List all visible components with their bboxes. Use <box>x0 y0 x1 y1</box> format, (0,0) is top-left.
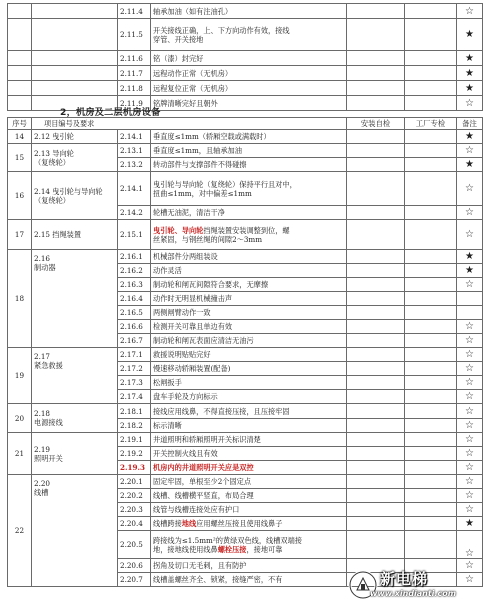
item-code: 2.11.9 <box>118 96 151 111</box>
header-factory-check: 工厂专检 <box>405 118 457 130</box>
item-requirement: 两侧闸臂动作一致 <box>151 306 347 320</box>
item-code: 2.14.1 <box>118 130 151 144</box>
item-code: 2.13.2 <box>118 158 151 172</box>
table-row <box>8 348 483 362</box>
row-category <box>32 404 118 433</box>
grade-mark: ☆ <box>457 503 483 517</box>
grade-mark: ☆ <box>457 404 483 419</box>
grade-mark: ★ <box>457 130 483 144</box>
item-code: 2.19.2 <box>118 447 151 461</box>
header-install-check: 安装自检 <box>347 118 405 130</box>
row-no: 14 <box>8 130 32 144</box>
table-row <box>8 19 483 51</box>
item-requirement: 垂直度≤1mm（轿厢空载或满载时） <box>151 130 347 144</box>
item-code: 2.11.5 <box>118 19 151 51</box>
highlight-text: 曳引轮、导向轮 <box>153 225 204 235</box>
item-requirement: 慢速移动轿厢装置(配备) <box>151 362 347 376</box>
item-code: 2.16.1 <box>118 250 151 264</box>
row-no: 21 <box>8 433 32 475</box>
item-requirement: 接线应用线鼻，不得直接压接，且压接牢固 <box>151 404 347 419</box>
row-category <box>32 250 118 348</box>
item-requirement: 机械部件分两组装设 <box>151 250 347 264</box>
item-requirement: 转动部件与支撑部件不得碰擦 <box>151 158 347 172</box>
table-row <box>8 433 483 447</box>
item-code: 2.14.1 <box>118 172 151 206</box>
table-row <box>8 66 483 81</box>
item-text: 应用螺丝压接且使用线鼻子 <box>196 519 283 528</box>
grade-mark: ☆ <box>457 475 483 489</box>
table-row <box>8 250 483 264</box>
row-no: 18 <box>8 250 32 348</box>
item-requirement: 开关控制火线且有效 <box>151 447 347 461</box>
grade-mark: ☆ <box>457 489 483 503</box>
item-text: 挡绳装置安装调整到位，螺 丝紧固，与钢丝绳的间隙2～3mm <box>153 225 290 244</box>
highlight-text: 地线 <box>181 519 197 528</box>
row-no: 22 <box>8 475 32 587</box>
grade-mark: ★ <box>457 264 483 278</box>
item-requirement: 标示清晰 <box>151 419 347 433</box>
category-text: 2.13 导向轮 （复绕轮） <box>34 148 74 167</box>
table-header-row <box>8 118 483 130</box>
item-requirement <box>151 172 347 206</box>
table-row <box>8 144 483 158</box>
item-requirement: 轮槽无油泥，清洁干净 <box>151 206 347 220</box>
grade-mark: ☆ <box>457 573 483 587</box>
watermark <box>348 568 480 602</box>
item-requirement: 松闸扳手 <box>151 376 347 390</box>
table-row <box>8 404 483 419</box>
item-requirement: 盘车手轮及方向标示 <box>151 390 347 404</box>
item-code: 2.14.2 <box>118 206 151 220</box>
row-category <box>32 144 118 172</box>
item-text: ，接地可靠 <box>246 544 283 554</box>
item-requirement: 井道照明和轿厢照明开关标识清楚 <box>151 433 347 447</box>
equipment-table <box>7 117 483 587</box>
grade-mark: ☆ <box>457 559 483 573</box>
item-code: 2.11.7 <box>118 66 151 81</box>
grade-mark: ☆ <box>457 461 483 475</box>
item-code: 2.20.2 <box>118 489 151 503</box>
item-requirement <box>151 220 347 250</box>
grade-mark: ☆ <box>457 96 483 111</box>
grade-mark: ☆ <box>457 362 483 376</box>
row-category: 2.12 曳引轮 <box>32 130 118 144</box>
grade-mark: ★ <box>457 250 483 264</box>
top-table <box>7 3 483 111</box>
category-text: 2.16 制动器 <box>34 254 56 272</box>
item-requirement: 轴承加油（如有注油孔） <box>151 4 347 19</box>
grade-mark: ☆ <box>457 447 483 461</box>
grade-mark: ★ <box>457 81 483 96</box>
category-text: 2.19 照明开关 <box>34 444 63 463</box>
grade-mark: ★ <box>457 19 483 51</box>
item-code: 2.16.3 <box>118 278 151 292</box>
item-requirement: 垂直度≤1mm，且轴承加油 <box>151 144 347 158</box>
item-code: 2.20.1 <box>118 475 151 489</box>
item-code: 2.11.8 <box>118 81 151 96</box>
item-code: 2.17.2 <box>118 362 151 376</box>
table-row <box>8 220 483 250</box>
item-requirement: 制动轮和闸瓦间隙符合要求，无摩擦 <box>151 278 347 292</box>
item-requirement: 远程动作正常（无机房） <box>151 66 347 81</box>
item-requirement <box>151 531 347 559</box>
item-code: 2.17.1 <box>118 348 151 362</box>
grade-mark: ★ <box>457 517 483 531</box>
header-item-group: 项目编号及要求 <box>32 118 347 130</box>
grade-mark: ☆ <box>457 144 483 158</box>
grade-mark: ☆ <box>457 531 483 559</box>
item-code: 2.11.4 <box>118 4 151 19</box>
item-code: 2.16.5 <box>118 306 151 320</box>
item-code: 2.16.6 <box>118 320 151 334</box>
item-code: 2.15.1 <box>118 220 151 250</box>
row-no: 17 <box>8 220 32 250</box>
highlight-text: 螺栓压接 <box>217 544 247 554</box>
grade-mark: ☆ <box>457 334 483 348</box>
grade-mark: ★ <box>457 158 483 172</box>
grade-mark: ☆ <box>457 278 483 292</box>
item-requirement: 线槽盖螺丝齐全、锁紧，接缝严密，不有 <box>151 573 347 587</box>
row-no: 16 <box>8 172 32 220</box>
grade-mark: ☆ <box>457 390 483 404</box>
item-requirement: 线管与线槽连接处应有护口 <box>151 503 347 517</box>
table-row <box>8 81 483 96</box>
grade-mark: ★ <box>457 66 483 81</box>
item-code: 2.16.4 <box>118 292 151 306</box>
grade-mark <box>457 306 483 320</box>
grade-mark: ★ <box>457 51 483 66</box>
item-code: 2.18.2 <box>118 419 151 433</box>
watermark-brand: 新电梯 <box>380 570 429 588</box>
item-requirement: 检测开关可靠且单边有效 <box>151 320 347 334</box>
item-requirement: 动作灵活 <box>151 264 347 278</box>
header-no: 序号 <box>8 118 32 130</box>
item-code: 2.19.3 <box>118 461 151 475</box>
grade-mark: ☆ <box>457 220 483 250</box>
item-requirement: 铭（漆）封完好 <box>151 51 347 66</box>
item-code: 2.20.3 <box>118 503 151 517</box>
row-category <box>32 475 118 587</box>
item-code: 2.16.2 <box>118 264 151 278</box>
row-no: 15 <box>8 144 32 172</box>
item-requirement: 固定牢固，单根至少2个固定点 <box>151 475 347 489</box>
table-row <box>8 130 483 144</box>
item-code: 2.20.6 <box>118 559 151 573</box>
watermark-url: www.xindianti.com <box>370 589 457 598</box>
grade-mark: ☆ <box>457 433 483 447</box>
row-no: 20 <box>8 404 32 433</box>
header-remark: 备注 <box>457 118 483 130</box>
item-requirement <box>151 19 347 51</box>
grade-mark: ☆ <box>457 4 483 19</box>
table-row <box>8 4 483 19</box>
grade-mark: ☆ <box>457 206 483 220</box>
grade-mark: ☆ <box>457 320 483 334</box>
item-text: 曳引轮与导向轮（复绕轮）保持平行且对中， 扭曲≤1mm，对中偏差≤1mm <box>153 179 297 198</box>
row-category <box>32 433 118 475</box>
item-code: 2.16.7 <box>118 334 151 348</box>
item-requirement: 铭牌清晰完好且朝外 <box>151 96 347 111</box>
category-text: 2.17 紧急救援 <box>34 352 63 370</box>
row-category: 2.14 曳引轮与导向轮（复绕轮） <box>32 172 118 220</box>
item-requirement: 远程复位正常（无机房） <box>151 81 347 96</box>
table-row <box>8 172 483 206</box>
item-requirement <box>151 517 347 531</box>
item-text: 跨接线为≤1.5mm²的黄绿双色线，线槽双端接 地，接地线使用线鼻 <box>153 535 302 554</box>
item-requirement: 动作时无明显机械撞击声 <box>151 292 347 306</box>
item-requirement: 救援说明贴贴完好 <box>151 348 347 362</box>
category-text: 2.20 线槽 <box>34 479 51 497</box>
grade-mark: ☆ <box>457 376 483 390</box>
item-code: 2.11.6 <box>118 51 151 66</box>
table-row <box>8 51 483 66</box>
item-code: 2.17.4 <box>118 390 151 404</box>
grade-mark: ☆ <box>457 419 483 433</box>
item-requirement: 拐角及切口无毛刺，且有防护 <box>151 559 347 573</box>
item-text: 开关接线正确，上、下方向动作有效，接线 穿管、开关接地 <box>153 25 290 44</box>
item-code: 2.18.1 <box>118 404 151 419</box>
item-code: 2.20.4 <box>118 517 151 531</box>
row-no: 19 <box>8 348 32 404</box>
item-code: 2.19.1 <box>118 433 151 447</box>
item-code: 2.13.1 <box>118 144 151 158</box>
item-code: 2.20.7 <box>118 573 151 587</box>
item-code: 2.20.5 <box>118 531 151 559</box>
item-requirement: 机房内的井道照明开关应是双控 <box>151 461 347 475</box>
grade-mark: ☆ <box>457 348 483 362</box>
grade-mark: ☆ <box>457 172 483 206</box>
item-requirement: 线槽、线槽横平竖直，布局合理 <box>151 489 347 503</box>
item-code: 2.17.3 <box>118 376 151 390</box>
section-title: 2，机房及二层机房设备 <box>60 107 161 118</box>
row-category <box>32 348 118 404</box>
row-category: 2.15 挡绳装置 <box>32 220 118 250</box>
grade-mark <box>457 292 483 306</box>
item-requirement: 制动轮和闸瓦表面应清洁无油污 <box>151 334 347 348</box>
table-row <box>8 475 483 489</box>
item-text: 线槽跨接 <box>153 519 182 528</box>
category-text: 2.18 电源接线 <box>34 409 63 427</box>
